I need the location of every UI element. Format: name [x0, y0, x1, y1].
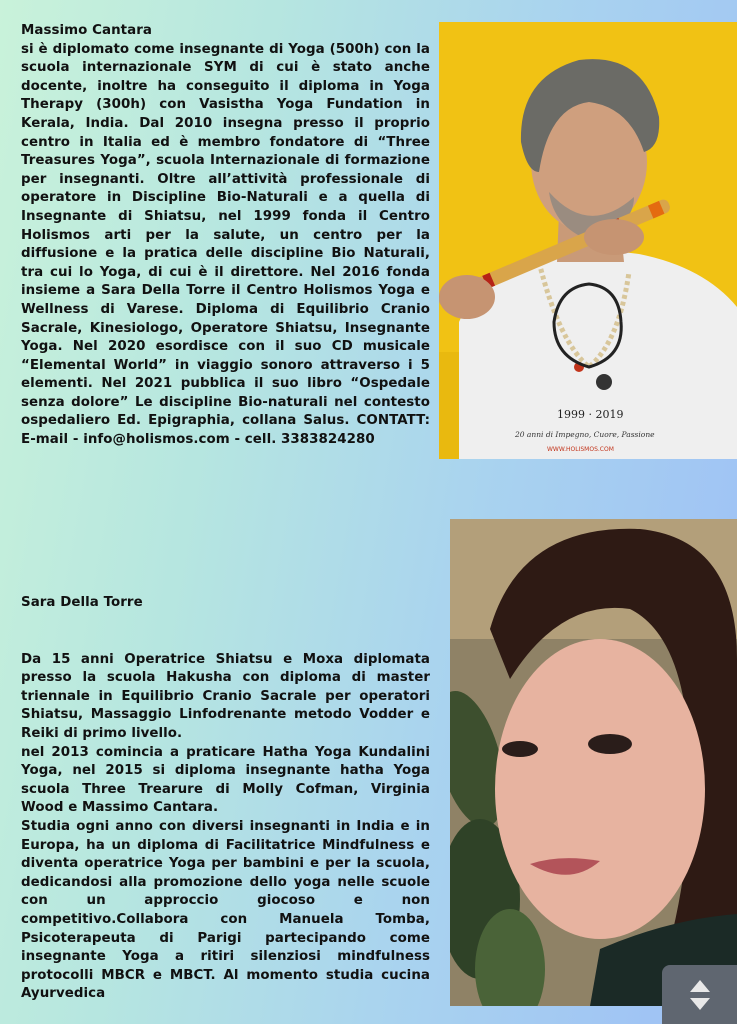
bio-massimo-text: si è diplomato come insegnante di Yoga (500h) con la scuola internazionale SYM di cui è stato anche docente, inoltre ha conseguito il diploma in Yoga Therapy (300h) con Vasistha Yoga Fundation in Kerala, India. Dal 2010 insegna presso il proprio centro in Italia ed è membro fondatore di “Three Treasures Yoga”, scuola Internazionale di formazione per insegnanti. Oltre all’attività professionale di operatore in Discipline Bio-Naturali e a quella di Insegnante di Shiatsu, nel 1999 fonda il Centro Holismos arti per la salute, un centro per la diffusione e la pratica delle discipline Bio Naturali, tra cui lo Yoga, di cui è il direttore. Nel 2016 fonda insieme a Sara Della Torre il Centro Holismos Yoga e Wellness di Varese. Diploma di Equilibrio Cranio Sacrale, Kinesiologo, Operatore Shiatsu, Insegnante Yoga. Nel 2020 esordisce con il suo CD musicale “Elemental World” in viaggio sonoro attraverso i 5 elementi. Nel 2021 pubblica il suo libro “Ospedale senza dolore” Le discipline Bio-naturali nel contesto ospedaliero Ed. Epigraphia, collana Salus. CONTATT: E-mail - info@holismos.com - cell. 3383824280 [21, 41, 430, 448]
bio-sara-para1: Da 15 anni Operatrice Shiatsu e Moxa diplomata presso la scuola Hakusha con diploma di master triennale in Equilibrio Cranio Sacrale per operatori Shiatsu, Massaggio Linfodrenante metodo Vodder e Reiki di primo livello. [21, 651, 430, 741]
scroll-down-icon[interactable] [690, 998, 710, 1010]
name-massimo: Massimo Cantara [21, 23, 152, 38]
scroll-up-icon[interactable] [690, 980, 710, 992]
scroll-control[interactable] [662, 965, 737, 1024]
photo-sara [450, 519, 737, 1006]
bio-sara-para3: Studia ogni anno con diversi insegnanti in India e in Europa, ha un diploma di Facilitatrice Mindfulness e diventa operatrice Yoga per bambini e per la scuola, dedicandosi alla promozione dello yoga nelle scuole con un approccio giocoso e non competitivo.Collabora con Manuela Tomba, Psicoterapeuta di Parigi partecipando come insegnante Yoga a ritiri silenziosi mindfulness protocolli MBCR e MBCT. Al momento studia cucina Ayurvedica [21, 818, 430, 1002]
shirt-url: WWW.HOLISMOS.COM [547, 446, 614, 453]
bio-sara-para2: nel 2013 comincia a praticare Hatha Yoga Kundalini Yoga, nel 2015 si diploma insegnante hatha Yoga scuola Three Trearure di Molly Cofman, Virginia Wood e Massimo Cantara. [21, 744, 430, 816]
name-sara: Sara Della Torre [21, 595, 143, 610]
bio-massimo [21, 22, 430, 450]
photo-massimo [439, 22, 737, 459]
photo-sara-illustration [450, 519, 737, 1006]
photo-massimo-illustration [439, 22, 737, 459]
shirt-motto: 20 anni di Impegno, Cuore, Passione [515, 430, 655, 439]
shirt-years: 1999 · 2019 [557, 408, 624, 421]
bio-sara [21, 594, 430, 1004]
